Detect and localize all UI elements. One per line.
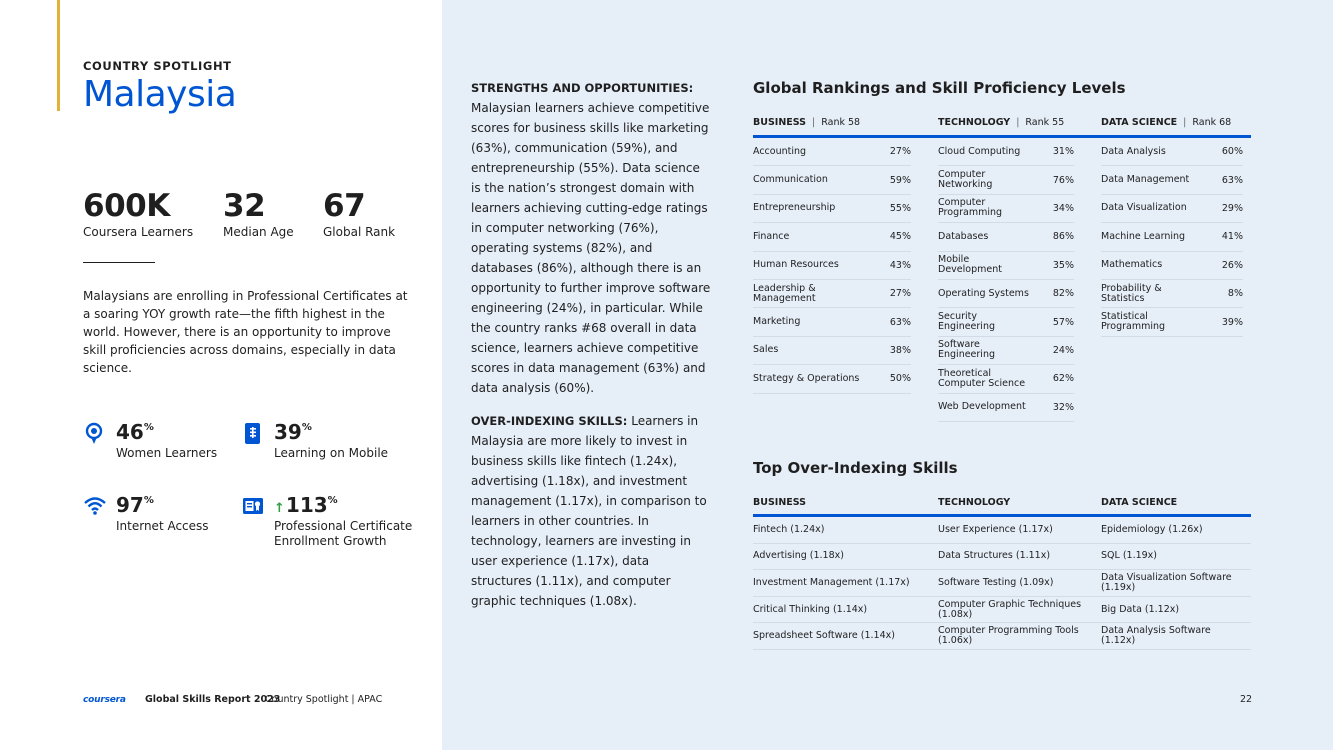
skill-name: Leadership & Management <box>753 282 816 304</box>
ranking-row <box>938 223 1074 251</box>
ranking-row <box>1101 223 1243 251</box>
strengths-section <box>471 78 711 398</box>
skill-name: Accounting <box>753 145 807 157</box>
skill-percent: 55% <box>889 202 911 214</box>
skill-percent: 27% <box>889 288 911 300</box>
intro-paragraph: Malaysians are enrolling in Professional Certificates at a soaring YOY growth rate—the fifth highest in the world. However, there is an opportunity to improve skill proficiencies across domains, especially in data science. <box>83 289 408 375</box>
ranking-row <box>753 337 911 365</box>
skill-name: Computer Networking <box>938 169 993 191</box>
skill-percent: 57% <box>1052 316 1074 328</box>
skill-name: Databases <box>938 230 989 242</box>
ranking-row <box>1101 195 1243 223</box>
kpi-value: 39% <box>274 420 312 444</box>
ranking-row <box>753 252 911 280</box>
ranking-row <box>1101 138 1243 166</box>
strengths-heading: STRENGTHS AND OPPORTUNITIES: <box>471 81 694 95</box>
overindexing-title: Top Over-Indexing Skills <box>753 459 958 477</box>
overindexing-text-section <box>471 411 711 611</box>
overindexing-skill: Fintech (1.24x) <box>753 517 938 544</box>
skill-name: Entrepreneurship <box>753 202 836 214</box>
skill-name: Probability & Statistics <box>1101 282 1162 304</box>
overindexing-body: Learners in Malaysia are more likely to invest in business skills like fintech (1.24x), advertising (1.18x), and investment management (1.17x), in comparison to learners in other countries. In technology, learners are investing in user experience (1.17x), data structures (1.11x), and computer graphic techniques (1.08x). <box>471 414 707 608</box>
skill-percent: 31% <box>1052 146 1074 158</box>
stat-label: Coursera Learners <box>83 225 194 239</box>
skill-name: Machine Learning <box>1101 230 1186 242</box>
ranking-row <box>938 394 1074 422</box>
overindexing-skill: Big Data (1.12x) <box>1101 597 1251 624</box>
overindexing-heading: OVER-INDEXING SKILLS: <box>471 414 628 428</box>
overindexing-skill: Data Structures (1.11x) <box>938 544 1101 571</box>
skill-percent: 62% <box>1052 373 1074 385</box>
rank-header-technology: TECHNOLOGY | Rank 55 <box>938 117 1065 128</box>
stat-median-age <box>223 188 294 239</box>
accent-bar <box>57 0 60 111</box>
skill-percent: 38% <box>889 344 911 356</box>
kpi-label: Professional Certificate Enrollment Growth <box>274 519 413 548</box>
kpi-value: ↑113% <box>274 493 338 517</box>
kpi-value: 97% <box>116 493 154 517</box>
stat-value: 67 <box>323 188 366 224</box>
skill-name: Operating Systems <box>938 287 1029 299</box>
skill-percent: 26% <box>1221 259 1243 271</box>
overindexing-skill: Investment Management (1.17x) <box>753 570 938 597</box>
kpi-label: Internet Access <box>116 519 209 533</box>
ranking-row <box>938 280 1074 308</box>
skill-percent: 24% <box>1052 344 1074 356</box>
skill-percent: 41% <box>1221 231 1243 243</box>
overindexing-skill: Spreadsheet Software (1.14x) <box>753 623 938 650</box>
skill-name: Data Visualization <box>1101 202 1187 214</box>
skill-name: Finance <box>753 230 790 242</box>
stat-label: Median Age <box>223 225 294 239</box>
skill-name: Statistical Programming <box>1101 311 1166 333</box>
ranking-row <box>938 337 1074 365</box>
kpi-value: 46% <box>116 420 154 444</box>
skill-percent: 50% <box>889 373 911 385</box>
rank-header-data-science: DATA SCIENCE | Rank 68 <box>1101 117 1232 128</box>
skill-name: Strategy & Operations <box>753 372 860 384</box>
overindexing-skill: Computer Graphic Techniques (1.08x) <box>938 597 1101 624</box>
left-panel <box>0 0 442 750</box>
ranking-row <box>753 280 911 308</box>
overindexing-skill: SQL (1.19x) <box>1101 544 1251 571</box>
skill-name: Cloud Computing <box>938 145 1021 157</box>
skill-name: Theoretical Computer Science <box>938 367 1026 389</box>
ranking-row <box>1101 252 1243 280</box>
skill-name: Human Resources <box>753 259 839 271</box>
skill-percent: 60% <box>1221 146 1243 158</box>
ranking-row <box>753 195 911 223</box>
page-number: 22 <box>1240 694 1253 705</box>
divider <box>83 262 155 263</box>
skill-name: Marketing <box>753 316 801 328</box>
ranking-row <box>753 223 911 251</box>
location-pin-icon <box>84 422 106 444</box>
ranking-row <box>1101 166 1243 194</box>
growth-arrow-icon: ↑ <box>274 501 285 516</box>
page-title: Malaysia <box>83 74 237 115</box>
overindexing-skill: Critical Thinking (1.14x) <box>753 597 938 624</box>
skill-percent: 35% <box>1052 259 1074 271</box>
ranking-row <box>938 365 1074 393</box>
footer-report-title: Global Skills Report 2023 <box>145 694 281 705</box>
coursera-logo: coursera <box>83 695 126 705</box>
skill-name: Mathematics <box>1101 259 1163 271</box>
skill-name: Mobile Development <box>938 254 1002 276</box>
ranking-row <box>938 195 1074 223</box>
overindexing-skill: Epidemiology (1.26x) <box>1101 517 1251 544</box>
kpi-label: Learning on Mobile <box>274 446 389 460</box>
skill-percent: 76% <box>1052 174 1074 186</box>
skill-name: Sales <box>753 344 779 356</box>
skill-name: Software Engineering <box>938 339 995 361</box>
ranking-row <box>938 166 1074 194</box>
overindexing-skill: User Experience (1.17x) <box>938 517 1101 544</box>
kpi-label: Women Learners <box>116 446 218 460</box>
skill-name: Computer Programming <box>938 197 1003 219</box>
skill-percent: 29% <box>1221 202 1243 214</box>
wifi-icon <box>84 495 106 517</box>
mobile-phone-icon <box>242 422 264 444</box>
skill-name: Data Analysis <box>1101 145 1166 157</box>
skill-percent: 63% <box>1221 174 1243 186</box>
skill-percent: 27% <box>889 146 911 158</box>
ranking-row <box>938 252 1074 280</box>
strengths-body: Malaysian learners achieve competitive scores for business skills like marketing (63%), communication (59%), and entrepreneurship (55%). Data science is the nation’s strongest domain with learners achieving cutting-edge ratings in computer networking (76%), operating systems (82%), and databases (86%), although there is an opportunity to further improve software engineering (24%), in particular. While the country ranks #68 overall in data science, learners achieve competitive scores in data management (63%) and data analysis (60%). <box>471 101 711 395</box>
ranking-row <box>753 308 911 336</box>
stat-learners <box>83 188 193 239</box>
skill-percent: 59% <box>889 174 911 186</box>
rank-header-business: BUSINESS | Rank 58 <box>753 117 861 128</box>
footer-subtitle: Country Spotlight | APAC <box>265 694 383 705</box>
overindexing-skill: Data Visualization Software (1.19x) <box>1101 570 1251 597</box>
stat-global-rank <box>323 188 395 239</box>
overindexing-skill: Data Analysis Software (1.12x) <box>1101 623 1251 650</box>
skill-name: Data Management <box>1101 174 1190 186</box>
section-kicker: COUNTRY SPOTLIGHT <box>83 59 232 73</box>
skill-name: Security Engineering <box>938 311 995 333</box>
overindexing-skill: Software Testing (1.09x) <box>938 570 1101 597</box>
ranking-row <box>938 308 1074 336</box>
skill-percent: 8% <box>1227 288 1243 300</box>
skill-percent: 45% <box>889 231 911 243</box>
skill-name: Web Development <box>938 401 1026 413</box>
ranking-row <box>1101 280 1243 308</box>
ranking-row <box>1101 308 1243 336</box>
stat-value: 32 <box>223 188 266 224</box>
ranking-row <box>753 365 911 393</box>
skill-percent: 32% <box>1052 401 1074 413</box>
stat-value: 600K <box>83 188 170 224</box>
overindexing-skill: Advertising (1.18x) <box>753 544 938 571</box>
skill-percent: 39% <box>1221 316 1243 328</box>
oi-header-technology: TECHNOLOGY <box>938 497 1011 508</box>
ranking-row <box>753 166 911 194</box>
overindexing-skill: Computer Programming Tools (1.06x) <box>938 623 1101 650</box>
skill-percent: 63% <box>889 316 911 328</box>
oi-header-business: BUSINESS <box>753 497 807 508</box>
oi-header-data-science: DATA SCIENCE <box>1101 497 1178 508</box>
skill-percent: 86% <box>1052 231 1074 243</box>
rankings-title: Global Rankings and Skill Proficiency Levels <box>753 79 1126 97</box>
skill-percent: 34% <box>1052 202 1074 214</box>
stat-label: Global Rank <box>323 225 396 239</box>
certificate-icon <box>242 495 264 517</box>
skill-percent: 43% <box>889 259 911 271</box>
ranking-row <box>938 138 1074 166</box>
ranking-row <box>753 138 911 166</box>
skill-percent: 82% <box>1052 288 1074 300</box>
skill-name: Communication <box>753 174 828 186</box>
